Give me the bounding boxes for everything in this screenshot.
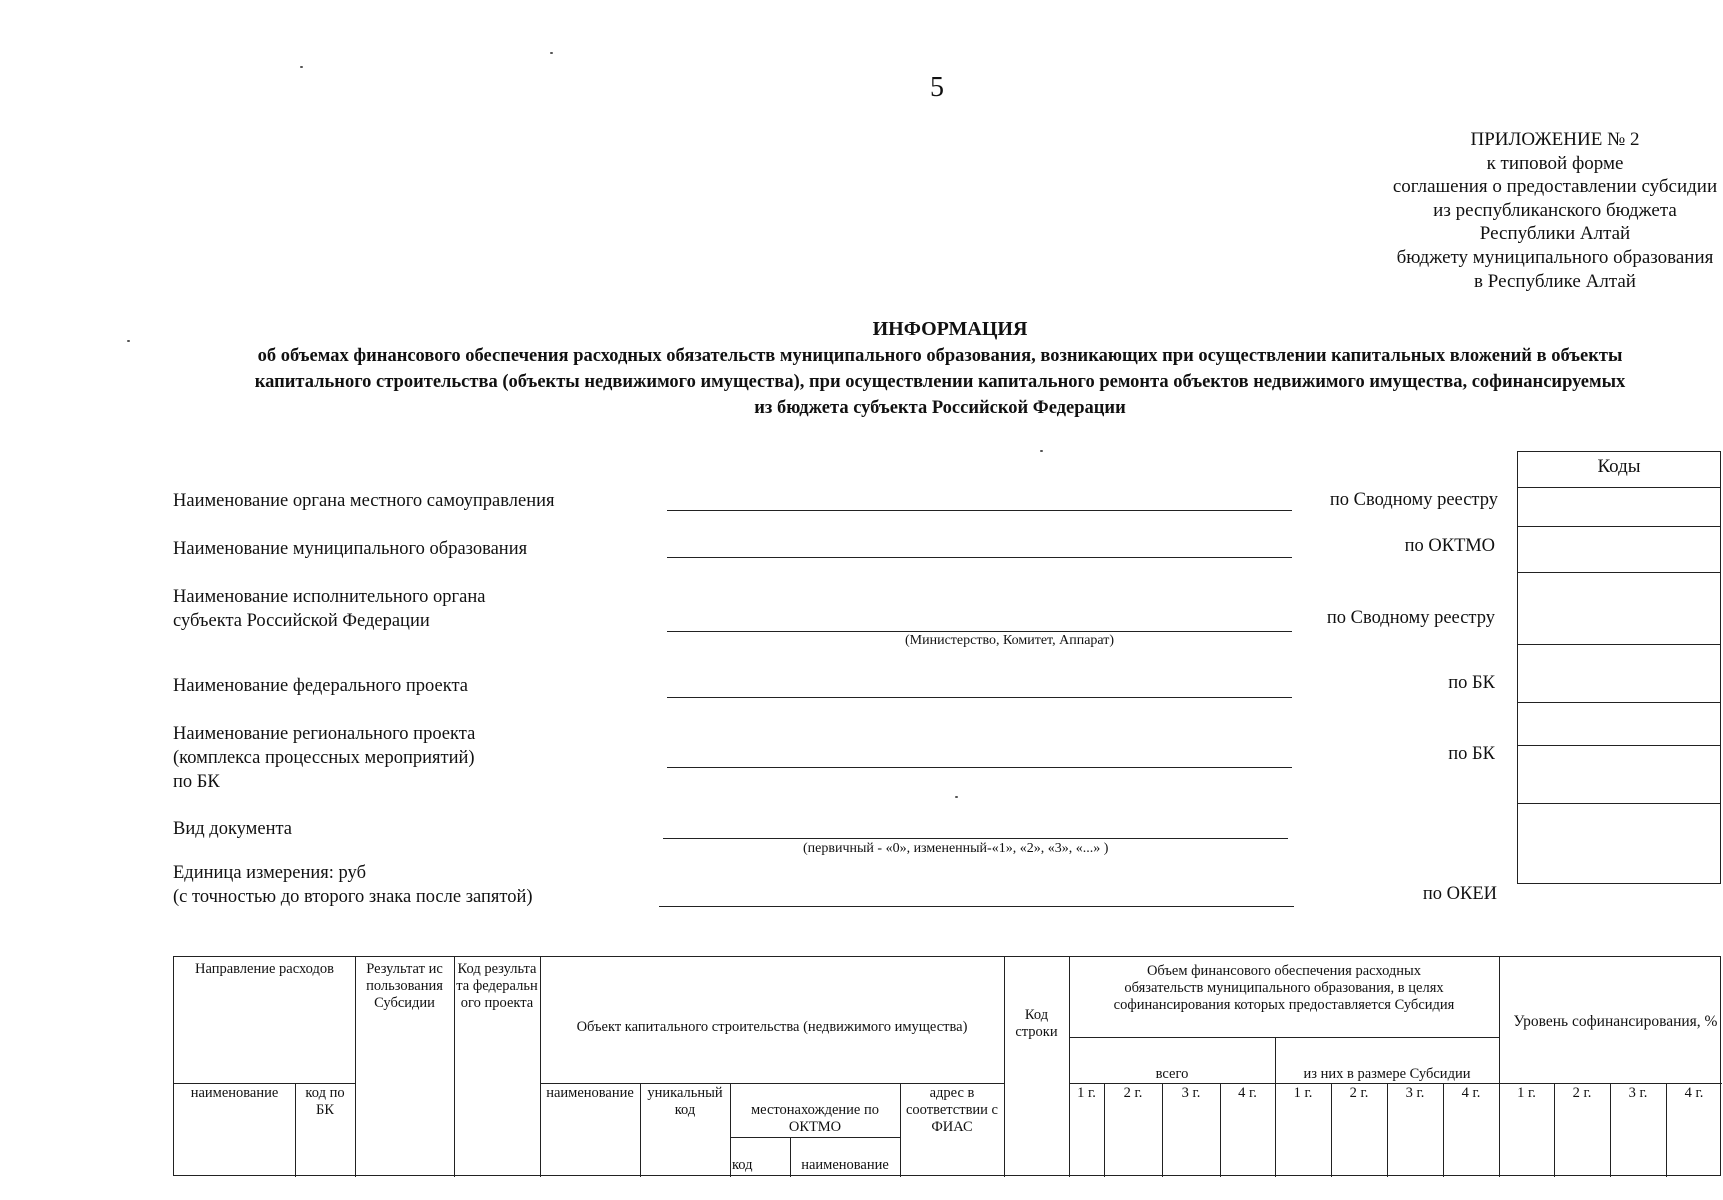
year-header: 3 г. — [1181, 1085, 1201, 1101]
codes-header: Коды — [1597, 456, 1641, 477]
direction-header: Направление расходов — [194, 961, 334, 977]
doc-type-hint: (первичный - «0», измененный-«1», «2», «3», «...» ) — [803, 841, 1109, 856]
doc-type-label: Вид документа — [173, 819, 293, 839]
scan-speck — [955, 796, 958, 798]
codes-divider — [1518, 526, 1720, 527]
appendix-line: из республиканского бюджета — [1433, 199, 1677, 221]
federal-project-label: Наименование федерального проекта — [173, 676, 469, 696]
year-header: 4 г. — [1238, 1085, 1257, 1101]
year-header: 3 г. — [1628, 1085, 1648, 1101]
document-title: ИНФОРМАЦИЯ — [872, 318, 1028, 340]
object-location-header: местонахождение по ОКТМО — [750, 1102, 879, 1135]
code-label-bk-1: по БК — [1448, 673, 1495, 693]
year-header: 1 г. — [1077, 1085, 1096, 1101]
code-label-svodny-2: по Сводному реестру — [1326, 608, 1495, 628]
code-label-bk-2: по БК — [1448, 744, 1495, 764]
object-name-header: наименование — [546, 1085, 634, 1101]
year-header: 2 г. — [1349, 1085, 1369, 1101]
code-label-okei: по ОКЕИ — [1422, 884, 1497, 904]
location-name-header: наименование — [801, 1157, 889, 1173]
year-header: 2 г. — [1572, 1085, 1592, 1101]
code-label-svodny-1: по Сводному реестру — [1329, 490, 1498, 510]
subtitle-line: из бюджета субъекта Российской Федерации — [754, 398, 1126, 418]
local-gov-label: Наименование органа местного самоуправления — [173, 491, 555, 511]
regional-project-label-1: Наименование регионального проекта — [173, 724, 476, 744]
scan-speck — [1040, 450, 1043, 452]
row-code-header: Код строки — [1015, 1007, 1058, 1040]
appendix-line: Республики Алтай — [1479, 223, 1631, 245]
municipality-label: Наименование муниципального образования — [173, 539, 528, 559]
direction-bk-header: код по БК — [305, 1085, 345, 1118]
result-code-header: Код результата федерального проекта — [456, 961, 538, 1011]
year-header: 4 г. — [1684, 1085, 1704, 1101]
page-number: 5 — [930, 72, 944, 103]
appendix-line: соглашения о предоставлении субсидии — [1392, 176, 1718, 198]
codes-divider — [1518, 702, 1720, 703]
appendix-line: в Республике Алтай — [1474, 270, 1636, 292]
unit-label-2: (с точностью до второго знака после запятой) — [173, 887, 533, 907]
regional-project-label-3: по БК — [173, 772, 220, 792]
unit-label-1: Единица измерения: руб — [173, 863, 366, 883]
codes-divider — [1518, 644, 1720, 645]
appendix-block — [1300, 128, 1723, 293]
exec-body-hint: (Министерство, Комитет, Аппарат) — [905, 633, 1115, 648]
subsidy-part-header: из них в размере Субсидии — [1303, 1066, 1471, 1082]
regional-project-label-2: (комплекса процессных мероприятий) — [173, 748, 475, 768]
year-header: 4 г. — [1461, 1085, 1481, 1101]
appendix-line: к типовой форме — [1486, 152, 1624, 174]
scan-speck — [550, 52, 553, 54]
year-header: 1 г. — [1293, 1085, 1313, 1101]
document-subtitle — [170, 343, 1710, 421]
year-header: 3 г. — [1405, 1085, 1425, 1101]
appendix-line: бюджету муниципального образования — [1396, 246, 1714, 268]
local-gov-line[interactable] — [667, 510, 1292, 511]
result-header: Результат использования Субсидии — [366, 961, 443, 1011]
doc-type-line[interactable] — [663, 838, 1288, 839]
scan-speck — [300, 66, 303, 68]
total-header: всего — [1155, 1066, 1189, 1082]
codes-divider — [1518, 572, 1720, 573]
exec-body-label-2: субъекта Российской Федерации — [173, 611, 430, 631]
financing-table — [173, 956, 1721, 1176]
location-code-header: код — [732, 1157, 753, 1173]
codes-divider — [1518, 803, 1720, 804]
subtitle-line: об объемах финансового обеспечения расходных обязательств муниципального образования, возникающих при осуществлении капитальных вложений в объекты — [257, 346, 1623, 366]
codes-divider — [1518, 487, 1720, 488]
appendix-line: ПРИЛОЖЕНИЕ № 2 — [1470, 129, 1640, 150]
exec-body-line[interactable] — [667, 631, 1292, 632]
municipality-line[interactable] — [667, 557, 1292, 558]
object-address-header: адрес в соответствии с ФИАС — [906, 1085, 998, 1135]
unit-line[interactable] — [659, 906, 1294, 907]
subtitle-line: капитального строительства (объекты недвижимого имущества), при осуществлении капитального ремонта объектов недвижимого имущества, софинансируемых — [254, 372, 1626, 392]
year-header: 1 г. — [1517, 1085, 1536, 1101]
object-code-header: уникальный код — [647, 1085, 723, 1118]
code-label-oktmo: по ОКТМО — [1404, 536, 1495, 556]
exec-body-label-1: Наименование исполнительного органа — [173, 587, 486, 607]
codes-box — [1517, 451, 1721, 884]
object-header: Объект капитального строительства (недвижимого имущества) — [576, 1019, 968, 1035]
volume-header: Объем финансового обеспечения расходных обязательств муниципального образования, в целях софинансирования которых предоставляется Субсидия — [1113, 963, 1455, 1013]
federal-project-line[interactable] — [667, 697, 1292, 698]
direction-name-header: наименование — [190, 1085, 279, 1101]
co-financing-level-header: Уровень софинансирования, % — [1513, 1013, 1718, 1030]
scan-speck — [127, 340, 130, 342]
regional-project-line[interactable] — [667, 767, 1292, 768]
year-header: 2 г. — [1123, 1085, 1143, 1101]
codes-divider — [1518, 745, 1720, 746]
